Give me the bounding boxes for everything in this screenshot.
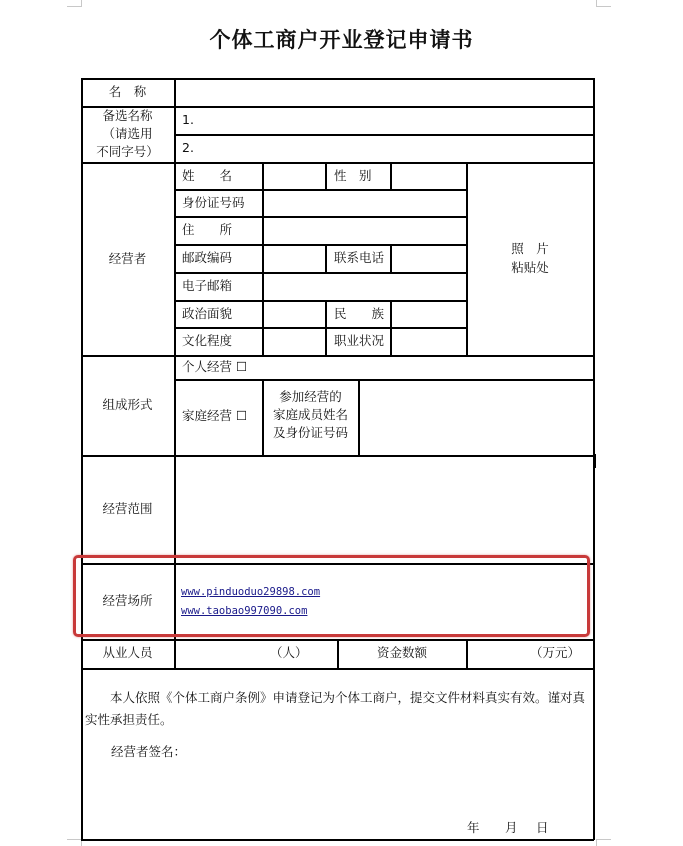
family-members-label-3: 及身份证号码 — [272, 425, 348, 440]
label-business-scope: 经营范围 — [102, 501, 153, 516]
label-phone: 联系电话 — [334, 250, 385, 265]
label-residence: 住 所 — [182, 222, 233, 237]
label-alt-names-2: （请选用 — [102, 126, 153, 141]
text-cursor — [593, 454, 596, 468]
photo-placeholder-line-2: 粘贴处 — [511, 260, 549, 275]
label-business-premises: 经营场所 — [102, 593, 153, 608]
premises-link-taobao[interactable]: www.taobao997090.com — [181, 605, 308, 617]
signature-label: 经营者签名： — [111, 744, 187, 759]
date-year: 年 — [467, 820, 480, 835]
label-postal-code: 邮政编码 — [182, 250, 233, 265]
alt-name-field-2[interactable]: 2. — [182, 140, 194, 155]
family-members-label-1: 参加经营的 — [279, 389, 342, 404]
label-education: 文化程度 — [182, 333, 233, 348]
premises-link-pinduoduo[interactable]: www.pinduoduo29898.com — [181, 586, 321, 598]
date-day: 日 — [536, 820, 549, 835]
capital-unit: （万元） — [530, 645, 581, 660]
family-checkbox[interactable]: 家庭经营 ☐ — [182, 408, 248, 423]
photo-placeholder-line-1: 照 片 — [511, 241, 549, 256]
label-gender: 性 别 — [334, 168, 372, 183]
staff-unit: （人） — [270, 645, 308, 660]
name-field[interactable] — [176, 80, 592, 105]
label-name: 名 称 — [108, 84, 147, 99]
business-scope-field[interactable] — [176, 457, 592, 562]
date-month: 月 — [505, 820, 518, 835]
label-composition: 组成形式 — [102, 397, 153, 412]
family-members-label-2: 家庭成员姓名 — [272, 407, 348, 422]
label-operator: 经营者 — [108, 251, 147, 266]
highlight-box — [73, 555, 590, 637]
page-corner-mark — [67, 0, 82, 7]
label-ethnicity: 民 族 — [334, 306, 385, 321]
document-title: 个体工商户开业登记申请书 — [209, 27, 474, 52]
label-occupation: 职业状况 — [334, 333, 385, 348]
label-staff: 从业人员 — [102, 645, 153, 660]
declaration-body: 本人依照《个体工商户条例》申请登记为个体工商户，提交文件材料真实有效。谨对真实性承担责任。 — [85, 690, 586, 727]
label-capital: 资金数额 — [376, 645, 427, 660]
alt-name-field-1[interactable]: 1. — [182, 112, 194, 127]
label-full-name: 姓 名 — [182, 168, 233, 183]
individual-checkbox[interactable]: 个人经营 ☐ — [182, 359, 248, 374]
label-political-status: 政治面貌 — [182, 306, 233, 321]
label-email: 电子邮箱 — [182, 278, 233, 293]
label-id-number: 身份证号码 — [182, 195, 245, 210]
label-alt-names-1: 备选名称 — [102, 108, 153, 123]
page-corner-mark — [596, 0, 611, 7]
declaration-text — [85, 687, 590, 731]
label-alt-names-3: 不同字号） — [96, 144, 159, 159]
